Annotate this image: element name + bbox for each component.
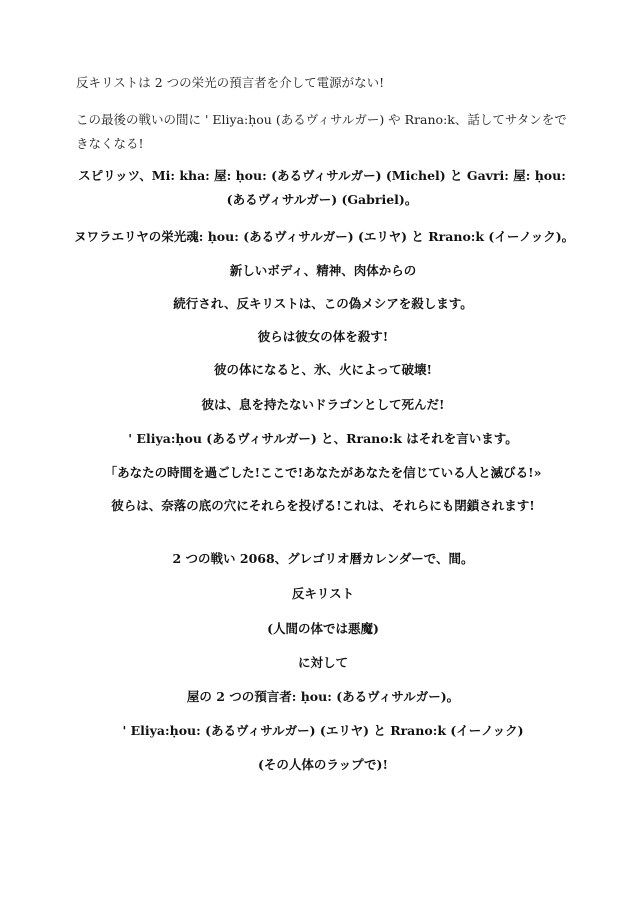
section2-line-4: に対して	[297, 655, 348, 670]
body-paragraph-9: 「あなたの時間を過ごした!ここで!あなたがあなたを信じている人と滅びる!»	[104, 465, 542, 480]
body-paragraph-3: 新しいボディ、精神、肉体からの	[229, 263, 417, 278]
section2-line-3: (人間の体では悪魔)	[267, 621, 379, 636]
body-paragraph-8: ' Eliya:ḥou (あるヴィサルガー) と、Rrano:k はそれを言います。	[128, 431, 518, 446]
body-paragraph-4: 続行され、反キリストは、この偽メシアを殺します。	[173, 296, 473, 311]
body-paragraph-7: 彼は、息を持たないドラゴンとして死んだ!	[201, 397, 445, 412]
section2-line-6: ' Eliya:ḥou: (あるヴィサルガー) (エリヤ) と Rrano:k (イーノック)	[122, 723, 524, 738]
section2-line-5: 屋の 2 つの預言者: ḥou: (あるヴィサルガー)。	[186, 689, 460, 704]
section2-line-1: 2 つの戦い 2068、グレゴリオ暦カレンダーで、間。	[172, 551, 474, 566]
section2-line-2: 反キリスト	[291, 586, 355, 601]
body-paragraph-6: 彼の体になると、氷、火によって破壊!	[214, 362, 432, 377]
section2-line-7: (その人体のラップで)!	[258, 757, 388, 772]
body-paragraph-10: 彼らは、奈落の底の穴にそれらを投げる!これは、それらにも閉鎖されます!	[111, 498, 535, 513]
body-paragraph-5: 彼らは彼女の体を殺す!	[257, 329, 389, 344]
intro-line-1: 反キリストは 2 つの栄光の預言者を介して電源がない!	[76, 75, 385, 90]
intro-line-2: この最後の戦いの間に ' Eliya:ḥou (あるヴィサルガー) や Rrano:k、話してサタンをできなくなる!	[76, 112, 567, 151]
body-paragraph-2: ヌワラエリヤの栄光魂: ḥou: (あるヴィサルガー) (エリヤ) と Rrano:k (イーノック)。	[74, 229, 575, 244]
body-paragraph-1: スピリッツ、Mi: kha: 屋: ḥou: (あるヴィサルガー) (Michel) と Gavri: 屋: ḥou: (あるヴィサルガー) (Gabriel)。	[78, 168, 566, 207]
